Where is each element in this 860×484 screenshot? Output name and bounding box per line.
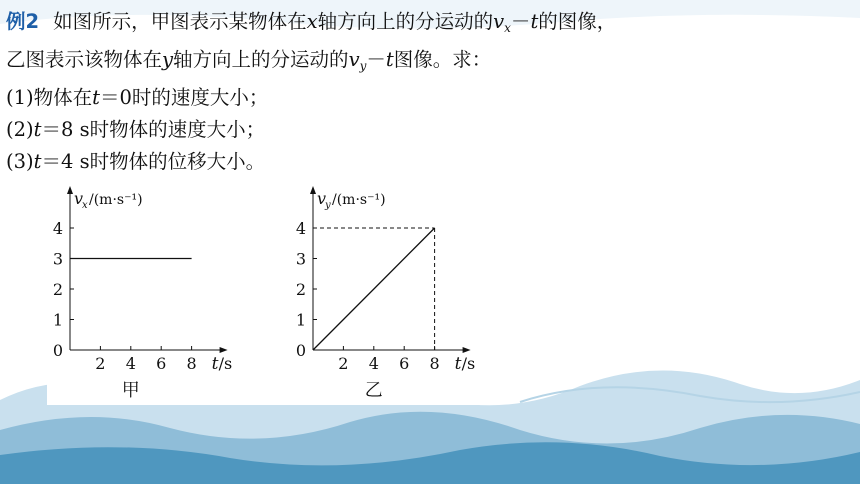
y-tick-label: 2 [295,280,306,299]
y-tick-label: 2 [52,280,63,299]
y-axis-label-unit: /(m·s⁻¹) [332,192,386,208]
y-axis-arrow [310,186,316,194]
graphs-panel [47,183,480,405]
x-tick-label: 6 [399,354,410,373]
x-tick-label: 8 [429,354,440,373]
x-axis-label-unit: /s [218,354,233,373]
x-axis-label-var: t [211,354,219,374]
graph-caption: 乙 [364,380,383,401]
question-1: (1)物体在t＝0时的速度大小； [6,86,269,109]
example-tag: 例2 [6,10,40,33]
y-tick-label: 4 [52,219,63,238]
x-tick-label: 8 [186,354,197,373]
x-axis-label-unit: /s [461,354,476,373]
y-tick-label: 1 [52,310,63,330]
y-tick-label: 3 [52,249,63,269]
y-axis-label-sub: x [82,200,88,211]
y-tick-label: 0 [52,341,63,360]
x-axis-arrow [220,347,228,353]
series-line [313,228,435,350]
problem-line-2: 乙图表示该物体在y轴方向上的分运动的$v_y-t$图像。求： [6,48,492,73]
problem-line-1: 例2 如图所示，甲图表示某物体在x轴方向上的分运动的$v_x-t$的图像， [6,10,617,35]
question-3: (3)t＝4 s时物体的位移大小。 [6,150,266,173]
x-axis-label-var: t [454,354,462,374]
problem-text [6,6,856,178]
y-axis-label-var: v [74,189,84,208]
y-axis-label-unit: /(m·s⁻¹) [89,192,143,208]
y-tick-label: 3 [295,249,306,269]
x-axis-arrow [463,347,471,353]
velocity-graphs [47,183,480,405]
x-tick-label: 2 [95,354,106,373]
y-tick-label: 0 [295,341,306,360]
y-axis-label-sub: y [325,200,331,211]
question-2: (2)t＝8 s时物体的速度大小； [6,118,266,141]
y-tick-label: 1 [295,310,306,330]
x-tick-label: 6 [156,354,167,373]
x-tick-label: 4 [368,354,379,373]
x-tick-label: 4 [125,354,136,373]
graph-caption: 甲 [121,380,140,401]
x-tick-label: 2 [338,354,349,373]
y-axis-label-var: v [317,189,327,208]
y-axis-arrow [67,186,73,194]
y-tick-label: 4 [295,219,306,238]
